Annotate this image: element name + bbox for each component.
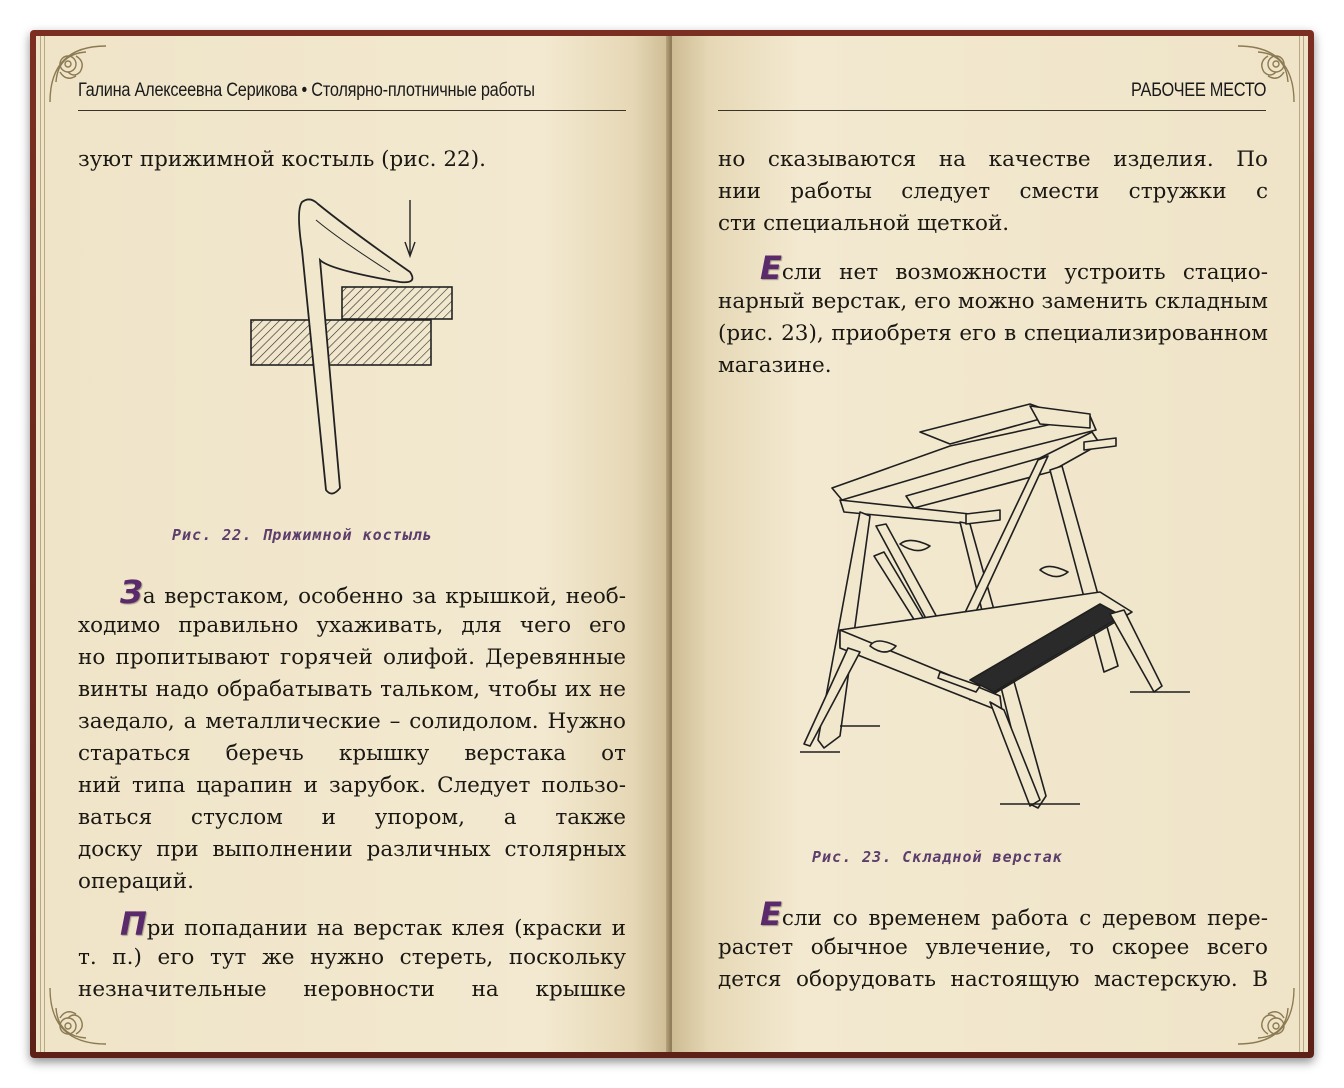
left-page[interactable] (36, 36, 670, 1052)
page-edge (1299, 36, 1300, 1052)
right-paragraph-1 (718, 254, 1268, 382)
dropcap: Е (760, 254, 782, 286)
text-line: растет обычное увлечение, то скорее всего (718, 935, 1268, 960)
dropcap: З (120, 578, 143, 610)
header-rule (718, 110, 1266, 111)
left-paragraph-2 (78, 910, 626, 1006)
text-line: но сказываются на качестве изделия. По (718, 147, 1268, 172)
text-line: незначительные неровности на крышке (78, 977, 626, 1002)
text-line: ходимо правильно ухаживать, для чего его (78, 613, 626, 638)
vise-screw (966, 510, 1000, 524)
right-paragraph-2 (718, 900, 1268, 996)
header-rule (78, 110, 626, 111)
text-line: винты надо обрабатывать тальком, чтобы их не (78, 677, 626, 702)
figure-23-folding-workbench (800, 396, 1200, 826)
text-line: но пропитывают горячей олифой. Деревянные (78, 645, 626, 670)
left-top-line (78, 144, 626, 176)
dropcap: П (120, 910, 147, 942)
figure-22-clamp-hook (240, 190, 470, 510)
text-line: Если нет возможности устроить стацио- (718, 254, 1268, 286)
left-paragraph-1 (78, 578, 626, 898)
text-line: стараться беречь крышку верстака от (78, 741, 626, 766)
text-line: ваться стуслом и упором, а также (78, 805, 626, 830)
text-line: дется оборудовать настоящую мастерскую. В (718, 967, 1268, 992)
text-line: сти специальной щеткой. (718, 211, 1010, 236)
page-edge (1303, 36, 1304, 1052)
text-line: нии работы следует смести стружки с (718, 179, 1268, 204)
text-line: ний типа царапин и зарубок. Следует пользо- (78, 773, 626, 798)
text-line: зуют прижимной костыль (рис. 22). (78, 147, 486, 172)
bench-top-board (251, 320, 431, 365)
text-line: доску при выполнении различных столярных (78, 837, 626, 862)
figure-22-caption: Рис. 22. Прижимной костыль (172, 526, 433, 544)
running-head-left: Галина Алексеевна Серикова • Столярно-плотничные работы (78, 80, 535, 101)
text-line: т. п.) его тут же нужно стереть, поскольку (78, 945, 626, 970)
right-top-lines (718, 144, 1268, 240)
workpiece-board (342, 287, 452, 319)
dropcap: Е (760, 900, 782, 932)
text-line: заедало, а металлические – солидолом. Нужно (78, 709, 626, 734)
text-line: При попадании на верстак клея (краски и (78, 910, 626, 942)
page-edge (44, 36, 45, 1052)
page-edge (40, 36, 41, 1052)
figure-23-caption: Рис. 23. Складной верстак (812, 848, 1063, 866)
text-line: (рис. 23), приобретя его в специализированном (718, 321, 1268, 346)
text-line: За верстаком, особенно за крышкой, необ- (78, 578, 626, 610)
running-head-right: РАБОЧЕЕ МЕСТО (1130, 80, 1266, 101)
text-line: нарный верстак, его можно заменить складным (718, 289, 1268, 314)
text-line: магазине. (718, 353, 832, 378)
text-line: операций. (78, 869, 194, 894)
text-line: Если со временем работа с деревом пере- (718, 900, 1268, 932)
